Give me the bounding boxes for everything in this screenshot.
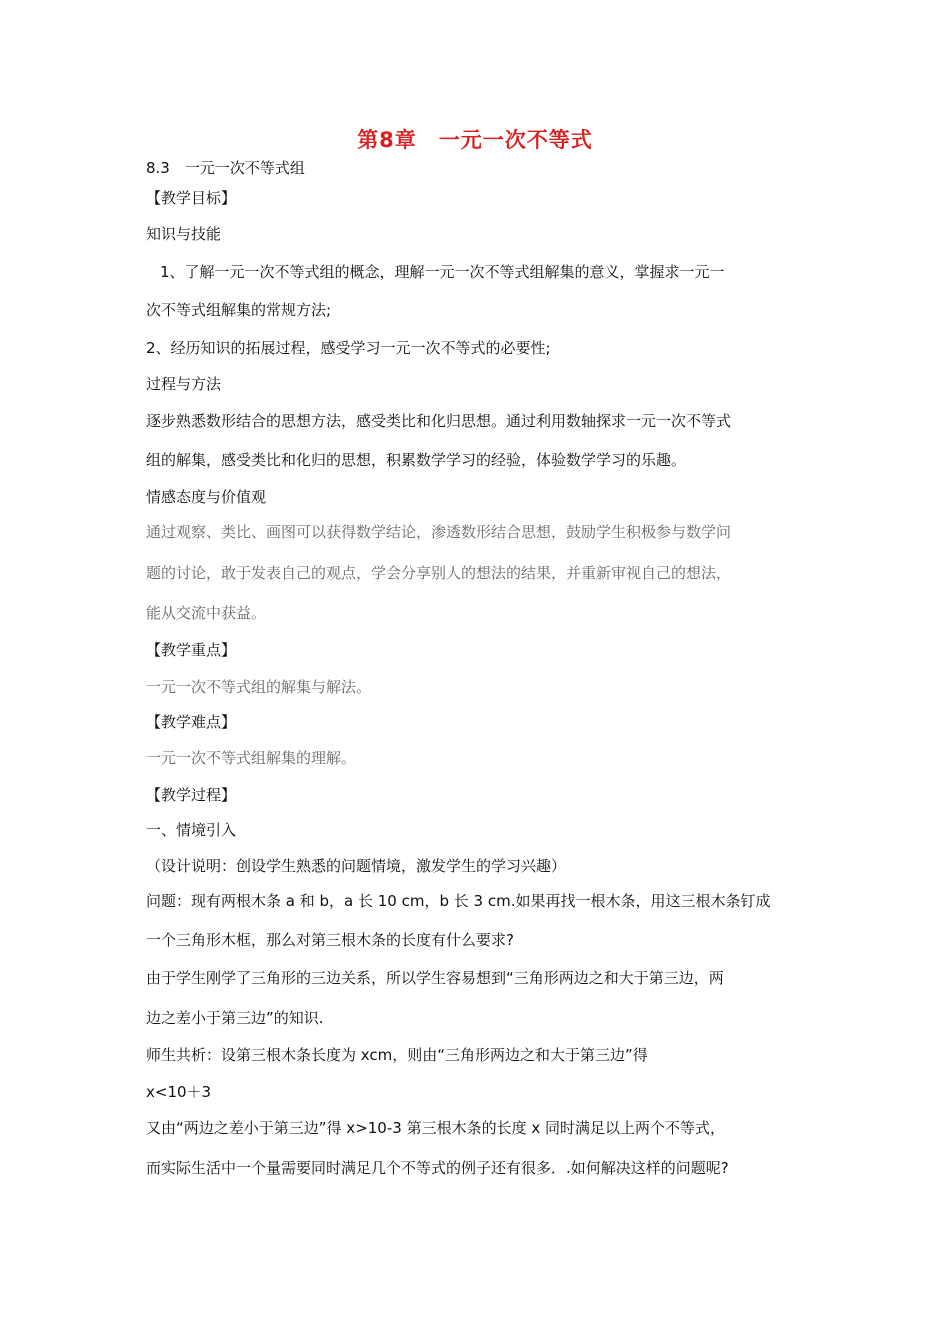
paragraph-line: 一元一次不等式组的解集与解法。 xyxy=(146,678,372,696)
paragraph-line: 逐步熟悉数形结合的思想方法，感受类比和化归思想。通过利用数轴探求一元一次不等式 xyxy=(146,412,732,430)
paragraph-line: 能从交流中获益。 xyxy=(146,604,267,622)
paragraph-line: 次不等式组解集的常规方法; xyxy=(146,301,332,319)
inequality-line: x<10＋3 xyxy=(146,1083,212,1101)
subheading-intro: 一、情境引入 xyxy=(146,821,237,839)
paragraph-line: 通过观察、类比、画图可以获得数学结论，渗透数形结合思想，鼓励学生积极参与数学问 xyxy=(146,523,732,541)
paragraph-line: 问题：现有两根木条 a 和 b，a 长 10 cm，b 长 3 cm.如果再找一根木条，用这三根木条钉成 xyxy=(146,892,771,910)
paragraph-line: 1、了解一元一次不等式组的概念，理解一元一次不等式组解集的意义，掌握求一元一 xyxy=(160,263,725,281)
paragraph-line: 边之差小于第三边”的知识. xyxy=(146,1009,324,1027)
paragraph-line: 一个三角形木框，那么对第三根木条的长度有什么要求? xyxy=(146,931,514,949)
paragraph-line: 又由“两边之差小于第三边”得 x>10-3 第三根木条的长度 x 同时满足以上两个不等式， xyxy=(146,1119,725,1137)
paragraph-line: 2、经历知识的拓展过程，感受学习一元一次不等式的必要性; xyxy=(146,339,551,357)
paragraph-line: 而实际生活中一个量需要同时满足几个不等式的例子还有很多．.如何解决这样的问题呢? xyxy=(146,1159,729,1177)
heading-teaching-goals: 【教学目标】 xyxy=(146,189,237,207)
heading-key-points: 【教学重点】 xyxy=(146,641,237,659)
paragraph-line: 师生共析：设第三根木条长度为 xcm，则由“三角形两边之和大于第三边”得 xyxy=(146,1046,648,1064)
paragraph-line: 由于学生刚学了三角形的三边关系，所以学生容易想到“三角形两边之和大于第三边，两 xyxy=(146,969,724,987)
chapter-title: 第8章 一元一次不等式 xyxy=(357,128,593,152)
paragraph-line: 一元一次不等式组解集的理解。 xyxy=(146,749,357,767)
section-heading: 8.3 一元一次不等式组 xyxy=(146,159,305,177)
paragraph-line: （设计说明：创设学生熟悉的问题情境，激发学生的学习兴趣） xyxy=(146,857,567,875)
subheading-knowledge-skills: 知识与技能 xyxy=(146,225,222,243)
paragraph-line: 题的讨论，敢于发表自己的观点，学会分享别人的想法的结果，并重新审视自己的想法， xyxy=(146,564,732,582)
paragraph-line: 组的解集，感受类比和化归的思想，积累数学学习的经验，体验数学学习的乐趣。 xyxy=(146,451,687,469)
subheading-process-method: 过程与方法 xyxy=(146,375,222,393)
heading-difficulties: 【教学难点】 xyxy=(146,713,237,731)
subheading-attitude-values: 情感态度与价值观 xyxy=(146,488,267,506)
heading-teaching-process: 【教学过程】 xyxy=(146,786,237,804)
